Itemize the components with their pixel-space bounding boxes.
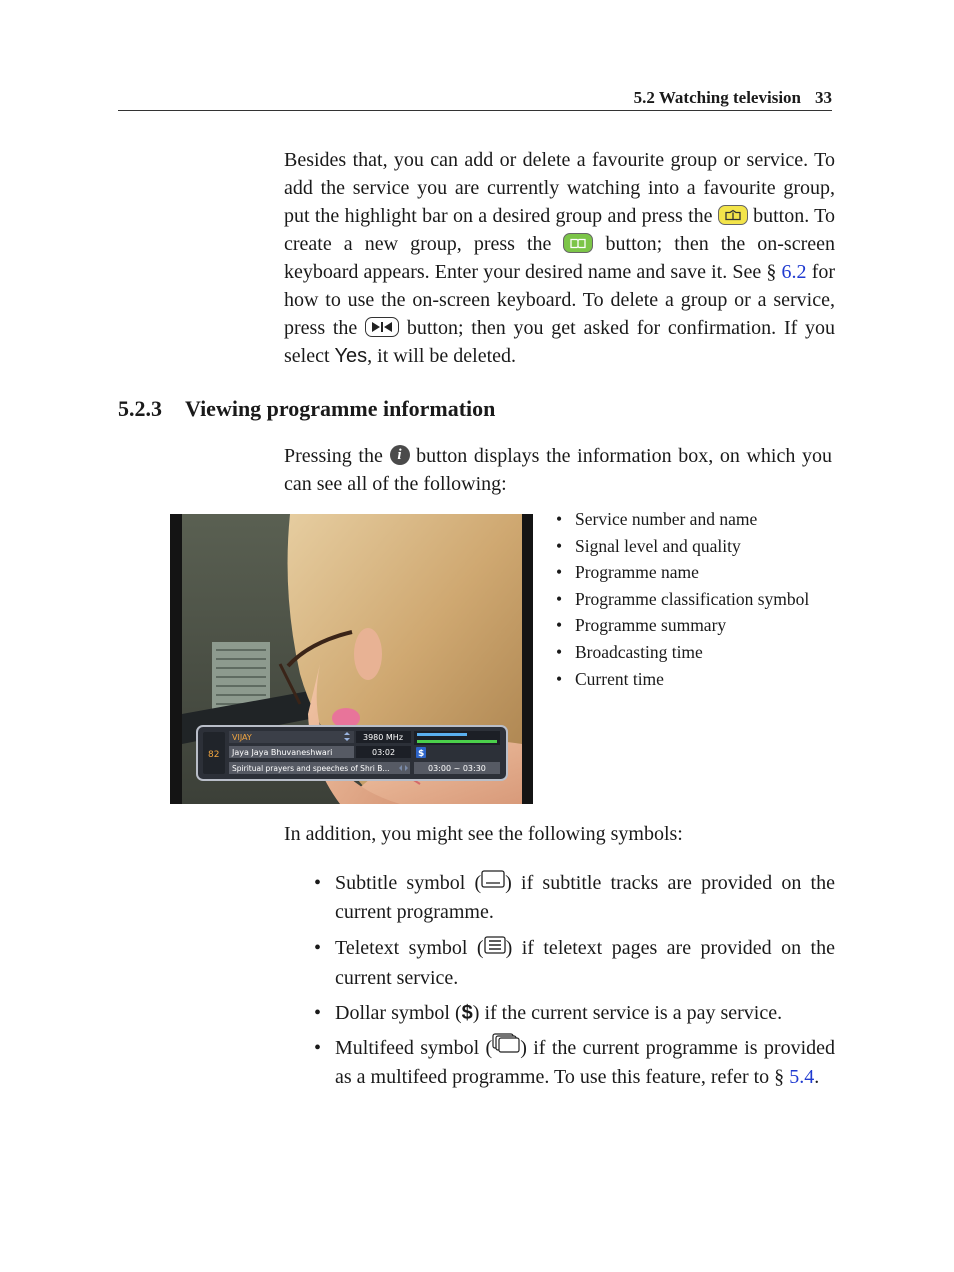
intro-text-6: , it will be deleted. xyxy=(367,345,517,367)
intro-text-5: button; then you get asked for confirmation. If you select xyxy=(284,317,836,367)
section-number: 5.2.3 xyxy=(118,396,162,421)
osd-programme: Jaya Jaya Bhuvaneshwari xyxy=(232,748,333,757)
page-number: 33 xyxy=(815,88,832,107)
green-button-icon xyxy=(563,233,593,253)
info-items-list xyxy=(556,506,809,692)
osd-broadcast-time: 03:00 ~ 03:30 xyxy=(428,764,486,773)
section-link-6-2[interactable]: 6.2 xyxy=(781,261,807,283)
addition-paragraph: In addition, you might see the following symbols: xyxy=(284,823,683,845)
multifeed-icon xyxy=(492,1033,520,1061)
header-section: 5.2 Watching television xyxy=(633,88,801,107)
osd-pay-symbol: $ xyxy=(418,749,425,759)
intro-text-1: Besides that, you can add or delete a favourite group or service. To add the service you are currently watching into a favourite group, put the highlight bar on a desired group and press the xyxy=(284,149,835,227)
list-item: • Current time xyxy=(556,666,809,693)
teletext-symbol-item xyxy=(314,934,835,991)
tv-screenshot xyxy=(170,514,533,804)
yes-option: Yes xyxy=(334,345,368,367)
subtitle-icon xyxy=(481,868,505,896)
pressing-text-1: Pressing the xyxy=(284,445,383,467)
dollar-symbol-item xyxy=(314,999,835,1027)
multifeed-text-a: Multifeed symbol ( xyxy=(335,1036,493,1059)
list-item: • Programme name xyxy=(556,559,809,586)
skip-button-icon xyxy=(365,317,399,337)
section-heading xyxy=(118,396,495,422)
subtitle-text-a: Subtitle symbol ( xyxy=(335,872,482,894)
dollar-text-b: ) if the current service is a pay service. xyxy=(472,1001,783,1024)
intro-text-2: button. To create a new group, press the xyxy=(284,205,836,255)
running-header xyxy=(118,86,832,111)
osd-frequency: 3980 MHz xyxy=(363,733,404,742)
intro-text-4: for how to use the on-screen keyboard. To delete a group or a service, press the xyxy=(284,261,836,339)
multifeed-symbol-item xyxy=(314,1034,835,1091)
osd-channel-number: 82 xyxy=(208,750,220,760)
list-item: • Programme summary xyxy=(556,612,809,639)
list-item: • Broadcasting time xyxy=(556,639,809,666)
subtitle-symbol-item xyxy=(314,869,835,926)
osd-summary: Spiritual prayers and speeches of Shri B... xyxy=(232,764,390,773)
multifeed-text-c: . xyxy=(814,1066,820,1089)
subtitle-text-b: ) if subtitle tracks are provided on the current programme. xyxy=(335,872,835,924)
list-item: • Service number and name xyxy=(556,506,809,533)
intro-text-3: button; then the on-screen keyboard appears. Enter your desired name and save it. See § xyxy=(284,233,835,283)
osd-current-time: 03:02 xyxy=(372,748,396,757)
multifeed-text-b: ) if the current programme is provided as a multifeed programme. To use this feature, refer to § xyxy=(335,1036,835,1089)
teletext-icon xyxy=(484,934,506,962)
section-title: Viewing programme information xyxy=(185,396,496,421)
dollar-icon: $ xyxy=(461,1001,473,1024)
symbols-list xyxy=(314,869,835,1091)
pressing-text-2: button displays the information box, on which you can see all of the following: xyxy=(284,445,833,495)
teletext-text-a: Teletext symbol ( xyxy=(335,937,484,960)
signal-level-bar xyxy=(417,733,467,736)
list-item: • Signal level and quality xyxy=(556,533,809,560)
signal-quality-bar xyxy=(417,740,497,743)
intro-paragraph xyxy=(284,146,835,370)
list-item: • Programme classification symbol xyxy=(556,586,809,613)
osd-channel-name: VIJAY xyxy=(232,733,252,742)
info-button-icon: i xyxy=(390,445,410,465)
dollar-text-a: Dollar symbol ( xyxy=(335,1001,462,1024)
teletext-text-b: ) if teletext pages are provided on the current service. xyxy=(335,937,835,989)
yellow-button-icon xyxy=(718,205,748,225)
section-link-5-4[interactable]: 5.4 xyxy=(789,1066,815,1089)
pressing-paragraph xyxy=(284,442,832,498)
tv-scene-image xyxy=(170,514,533,804)
